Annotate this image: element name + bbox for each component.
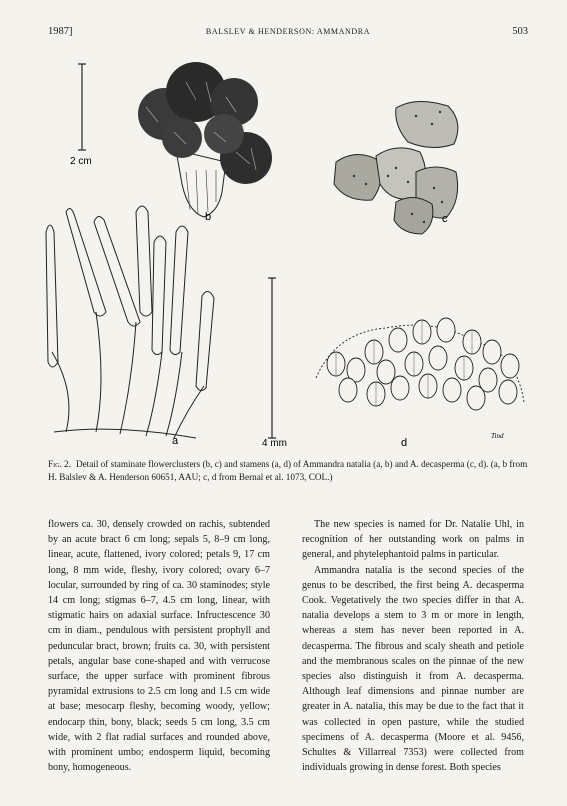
left-column: [48, 517, 270, 775]
comparison-paragraph: Ammandra natalia is the second species of the genus to be described, the first being A. decasperma Cook. Vegetatively the two species differ in that A. natalia develops a stem to 3 m or more in length, whereas a stem has never been reported in A. decasperma. The fibrous and scaly sheath and petiole and the membranous scales on the pinnae of the new species also distinguish it from A. decasperma. Although leaf dimensions and pinnae number are greater in A. natalia, this may be due to the fact that it was collected in open pasture, while the studied specimens of A. decasperma (Moore et al. 9456, Schultes & Villarreal 7353) were collected from individuals growing in dense forest. Both species: [302, 564, 524, 774]
figure-caption: [48, 458, 528, 483]
stamens-a-drawing: [46, 206, 214, 438]
scale-bar-4mm: [268, 278, 276, 438]
panel-label-d: d: [401, 437, 408, 449]
caption-label: Fig. 2.: [48, 459, 71, 469]
page-header: [48, 26, 528, 42]
scale-label-4mm: 4 mm: [262, 438, 287, 449]
species-description-paragraph: flowers ca. 30, densely crowded on rachis, subtended by an acute bract 6 cm long; sepals 5, 8–9 cm long, linear, acute, flattened, ivory colored; petals 9, 17 cm long, 8 mm wide, fleshy, ivory colored; ovary 6–7 locular, surrounded by ring of ca. 30 staminodes; style 14 cm long; stigmas 6–7, 4.5 cm long, linear, with stigmatic hairs on adaxial surface. Infructescence 30 cm in diam., pendulous with persistent prophyll and peduncular bract, brown; fruits ca. 30, with persistent petals, angular base cone-shaped and with verrucose surface, the upper surface with prominent fibrous pyramidal extrusions to 2.5 cm long and 1.5 cm wide at base; mesocarp fleshy, becoming woody, yellow; endocarp thin, bony, black; seeds 5 cm long, 3.5 cm wide, with 2 flat radial surfaces and rounded above, with prominent umbo; endosperm liquid, becoming bony, homogeneous.: [48, 519, 270, 774]
panel-label-b: b: [205, 211, 212, 223]
right-column: [302, 517, 524, 775]
panel-label-a: a: [172, 435, 179, 447]
scale-label-2cm: 2 cm: [70, 156, 92, 167]
running-title: BALSLEV & HENDERSON: AMMANDRA: [205, 27, 371, 36]
etymology-paragraph: The new species is named for Dr. Natalie Uhl, in recognition of her outstanding work on palms in general, and phytelephantoid palms in particular.: [302, 519, 524, 561]
artist-signature: Tind: [491, 432, 504, 440]
scale-bar-2cm: [78, 64, 86, 150]
flowercluster-b-drawing: [138, 62, 272, 217]
page-number: 503: [512, 26, 528, 37]
figure-2: [36, 52, 536, 452]
stamens-d-drawing: [316, 318, 524, 410]
journal-year: 1987]: [48, 26, 73, 37]
panel-label-c: c: [442, 213, 448, 225]
flowercluster-c-drawing: [334, 101, 458, 234]
figure-illustration: [36, 52, 536, 452]
caption-text: Detail of staminate flowerclusters (b, c) and stamens (a, d) of Ammandra natalia (a, b) and A. decasperma (c, d). (a, b from H. Balslev & A. Henderson 60651, AAU; c, d from Bernal et al. 1073, COL.): [48, 459, 528, 482]
